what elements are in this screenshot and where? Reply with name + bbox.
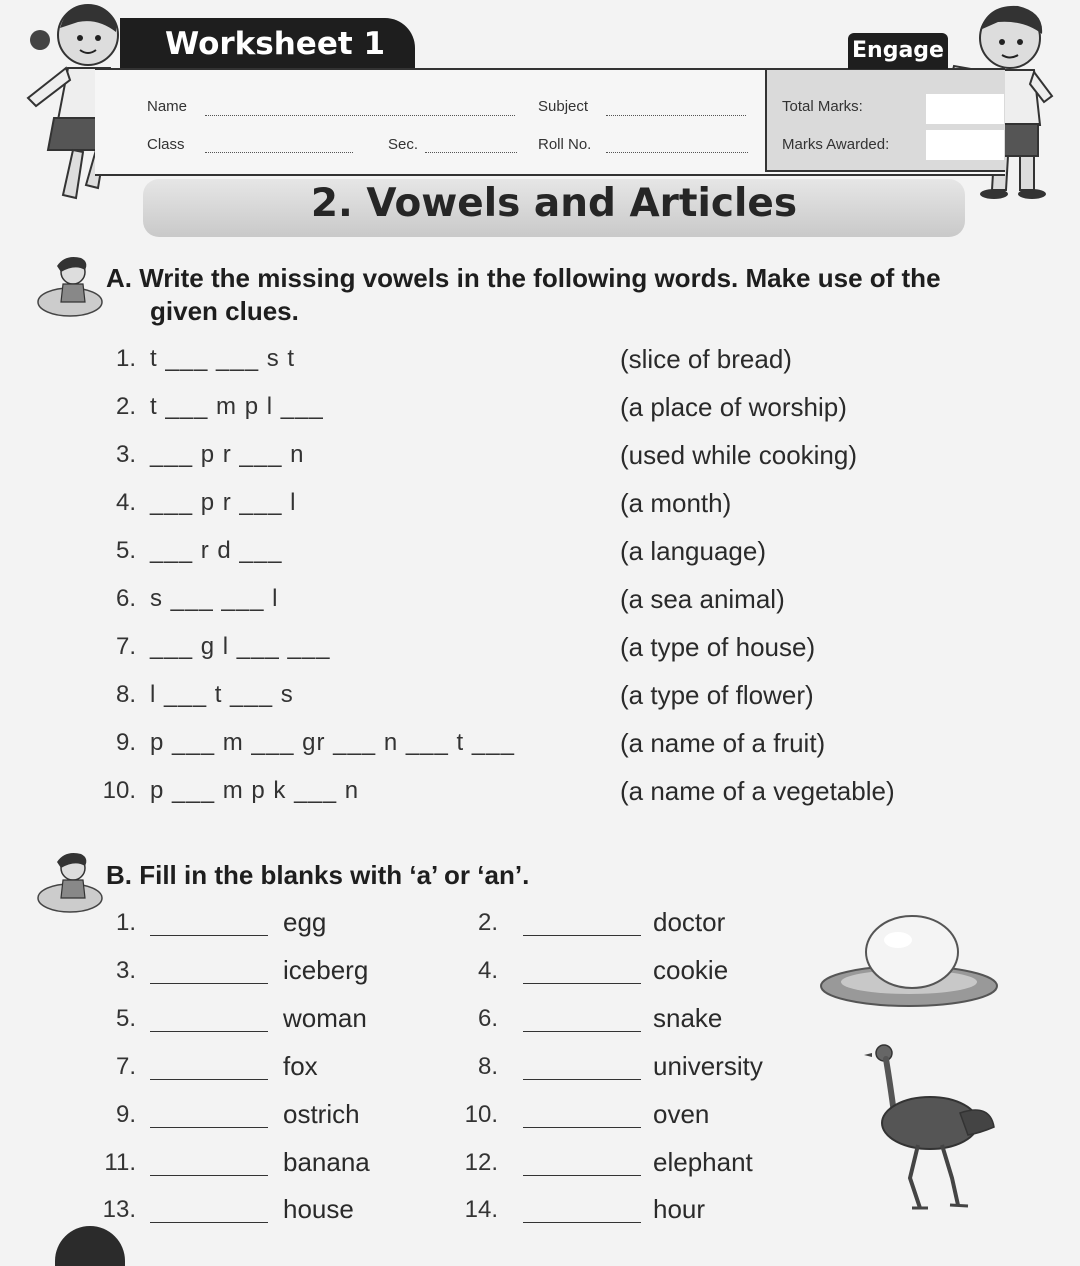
section-a-heading-line1: A. Write the missing vowels in the following words. Make use of the bbox=[106, 263, 941, 293]
blank-number: 14. bbox=[464, 1196, 498, 1223]
question-clue: (a place of worship) bbox=[620, 392, 847, 422]
corner-circle bbox=[55, 1226, 125, 1266]
question-number: 5. bbox=[115, 537, 136, 564]
total-marks-field[interactable] bbox=[926, 94, 1004, 124]
answer-blank[interactable] bbox=[150, 1221, 268, 1223]
blank-word: hour bbox=[653, 1194, 706, 1224]
blank-word: snake bbox=[653, 1003, 723, 1033]
answer-blank[interactable] bbox=[150, 1030, 268, 1032]
marks-awarded-field[interactable] bbox=[926, 130, 1004, 160]
blank-word: egg bbox=[283, 907, 327, 937]
question-number: 8. bbox=[115, 681, 136, 708]
question-clue: (used while cooking) bbox=[620, 440, 858, 470]
question-clue: (a sea animal) bbox=[620, 584, 785, 614]
question-clue: (a name of a fruit) bbox=[620, 728, 826, 758]
answer-blank[interactable] bbox=[150, 982, 268, 984]
sec-field[interactable] bbox=[425, 151, 517, 153]
question-number: 10. bbox=[102, 777, 136, 804]
blank-number: 11. bbox=[104, 1149, 136, 1176]
question-number: 2. bbox=[115, 393, 136, 420]
blank-number: 6. bbox=[477, 1005, 498, 1032]
question-word[interactable]: ___ p r ___ l bbox=[150, 489, 297, 516]
blank-number: 5. bbox=[115, 1005, 136, 1032]
blank-number: 8. bbox=[477, 1053, 498, 1080]
answer-blank[interactable] bbox=[150, 934, 268, 936]
kid-icon bbox=[35, 848, 105, 918]
blank-number: 3. bbox=[115, 957, 136, 984]
question-word[interactable]: l ___ t ___ s bbox=[150, 681, 294, 708]
name-field[interactable] bbox=[205, 114, 515, 116]
blank-word: banana bbox=[283, 1147, 370, 1177]
question-clue: (a type of house) bbox=[620, 632, 816, 662]
answer-blank[interactable] bbox=[523, 1174, 641, 1176]
question-word[interactable]: ___ p r ___ n bbox=[150, 441, 305, 468]
blank-number: 2. bbox=[477, 909, 498, 936]
question-word[interactable]: p ___ m p k ___ n bbox=[150, 777, 360, 804]
question-clue: (a month) bbox=[620, 488, 732, 518]
class-label: Class bbox=[147, 136, 185, 153]
roll-field[interactable] bbox=[606, 151, 748, 153]
blank-word: oven bbox=[653, 1099, 710, 1129]
question-clue: (a name of a vegetable) bbox=[620, 776, 895, 806]
blank-word: fox bbox=[283, 1051, 318, 1081]
subject-field[interactable] bbox=[606, 114, 746, 116]
blank-number: 13. bbox=[102, 1196, 136, 1223]
question-word[interactable]: t ___ ___ s t bbox=[150, 345, 296, 372]
answer-blank[interactable] bbox=[523, 1221, 641, 1223]
answer-blank[interactable] bbox=[523, 1126, 641, 1128]
blank-number: 9. bbox=[115, 1101, 136, 1128]
sec-label: Sec. bbox=[388, 136, 419, 153]
name-label: Name bbox=[147, 98, 188, 115]
question-number: 6. bbox=[115, 585, 136, 612]
answer-blank[interactable] bbox=[150, 1126, 268, 1128]
subject-label: Subject bbox=[538, 98, 589, 115]
question-clue: (a language) bbox=[620, 536, 766, 566]
roll-label: Roll No. bbox=[538, 136, 592, 153]
question-number: 7. bbox=[115, 633, 136, 660]
answer-blank[interactable] bbox=[150, 1078, 268, 1080]
question-number: 3. bbox=[115, 441, 136, 468]
blank-number: 10. bbox=[464, 1101, 498, 1128]
brand-badge: Engage bbox=[848, 33, 948, 69]
question-word[interactable]: t ___ m p l ___ bbox=[150, 393, 324, 420]
blank-word: elephant bbox=[653, 1147, 753, 1177]
question-word[interactable]: s ___ ___ l bbox=[150, 585, 279, 612]
question-clue: (slice of bread) bbox=[620, 344, 792, 374]
egg-icon bbox=[818, 908, 1000, 1010]
total-marks-label: Total Marks: bbox=[782, 98, 863, 115]
chapter-title: 2. Vowels and Articles bbox=[310, 181, 798, 226]
question-clue: (a type of flower) bbox=[620, 680, 814, 710]
question-word[interactable]: ___ g l ___ ___ bbox=[150, 633, 331, 660]
blank-word: iceberg bbox=[283, 955, 369, 985]
answer-blank[interactable] bbox=[523, 982, 641, 984]
question-number: 9. bbox=[115, 729, 136, 756]
ostrich-icon bbox=[860, 1043, 1000, 1213]
question-word[interactable]: p ___ m ___ gr ___ n ___ t ___ bbox=[150, 729, 515, 756]
kid-icon bbox=[35, 252, 105, 322]
class-field[interactable] bbox=[205, 151, 353, 153]
section-b-heading: B. Fill in the blanks with ‘a’ or ‘an’. bbox=[106, 860, 530, 890]
blank-word: ostrich bbox=[283, 1099, 360, 1129]
blank-word: cookie bbox=[653, 955, 729, 985]
blank-number: 12. bbox=[464, 1149, 498, 1176]
answer-blank[interactable] bbox=[523, 934, 641, 936]
answer-blank[interactable] bbox=[150, 1174, 268, 1176]
blank-number: 1. bbox=[115, 909, 136, 936]
question-number: 1. bbox=[115, 345, 136, 372]
question-number: 4. bbox=[115, 489, 136, 516]
blank-word: house bbox=[283, 1194, 354, 1224]
blank-number: 4. bbox=[477, 957, 498, 984]
blank-word: doctor bbox=[653, 907, 726, 937]
blank-word: woman bbox=[283, 1003, 367, 1033]
blank-number: 7. bbox=[115, 1053, 136, 1080]
answer-blank[interactable] bbox=[523, 1078, 641, 1080]
blank-word: university bbox=[653, 1051, 763, 1081]
answer-blank[interactable] bbox=[523, 1030, 641, 1032]
marks-awarded-label: Marks Awarded: bbox=[782, 136, 890, 153]
question-word[interactable]: ___ r d ___ bbox=[150, 537, 283, 564]
worksheet-title: Worksheet 1 bbox=[120, 18, 415, 68]
section-a-heading-line2: given clues. bbox=[150, 296, 299, 326]
